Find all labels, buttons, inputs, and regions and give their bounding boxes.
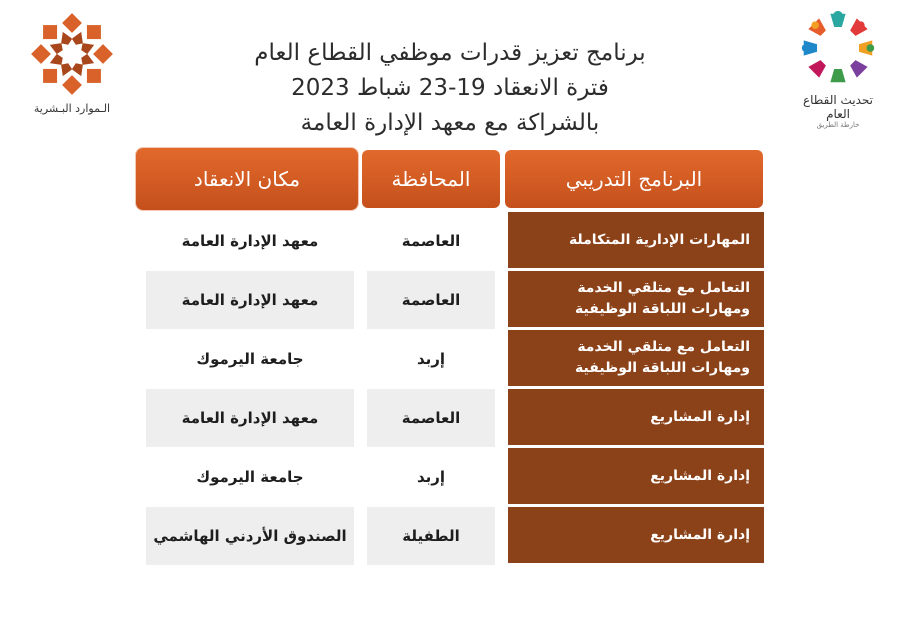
- table-row: [136, 271, 764, 327]
- program-cell: [508, 212, 764, 270]
- place-cell: معهد الإدارة العامة: [146, 389, 354, 447]
- program-line-1: إدارة المشاريع: [650, 408, 750, 425]
- program-cell: [508, 389, 764, 447]
- public-sector-subcaption: خارطة الطريق: [816, 121, 860, 129]
- program-line-1: إدارة المشاريع: [650, 526, 750, 543]
- place-cell: الصندوق الأردني الهاشمي: [146, 507, 354, 565]
- governorate-cell: العاصمة: [367, 271, 495, 329]
- program-cell: [508, 271, 764, 329]
- program-line-1: التعامل مع متلقي الخدمة: [577, 339, 750, 355]
- public-sector-icon: [796, 8, 880, 88]
- title-line-1: برنامج تعزيز قدرات موظفي القطاع العام: [254, 40, 646, 66]
- public-sector-logo: [792, 8, 884, 129]
- program-line-1: المهارات الإدارية المتكاملة: [568, 231, 750, 248]
- governorate-cell: العاصمة: [367, 389, 495, 447]
- table-row: [136, 507, 764, 563]
- hr-logo-caption: الـموارد البـشرية: [33, 102, 111, 115]
- header-governorate: المحافظة: [362, 150, 500, 208]
- table-row: [136, 448, 764, 504]
- governorate-cell: العاصمة: [401, 232, 461, 250]
- place-cell: معهد الإدارة العامة: [181, 232, 319, 250]
- governorate-cell: إربد: [416, 350, 446, 368]
- hr-star-icon: [30, 12, 114, 96]
- program-cell: [508, 507, 764, 565]
- table-row: [136, 389, 764, 445]
- header-place: مكان الانعقاد: [136, 148, 358, 210]
- page-title: [180, 36, 720, 141]
- program-line-2: ومهارات اللباقة الوظيفية: [575, 360, 750, 376]
- governorate-cell: الطفيلة: [367, 507, 495, 565]
- schedule-table: [136, 212, 764, 566]
- place-cell: معهد الإدارة العامة: [146, 271, 354, 329]
- program-line-2: ومهارات اللباقة الوظيفية: [575, 301, 750, 317]
- title-line-3: بالشراكة مع معهد الإدارة العامة: [300, 110, 600, 136]
- program-line-1: التعامل مع متلقي الخدمة: [577, 280, 750, 296]
- table-row: [136, 212, 764, 268]
- program-line-1: إدارة المشاريع: [650, 467, 750, 484]
- governorate-cell: إربد: [416, 468, 446, 486]
- program-cell: [508, 448, 764, 506]
- public-sector-caption: تحديث القطاع العام: [802, 93, 874, 121]
- place-cell: جامعة اليرموك: [196, 468, 304, 486]
- title-line-2: فترة الانعقاد 19-23 شباط 2023: [291, 75, 609, 101]
- table-row: [136, 330, 764, 386]
- program-cell: [508, 330, 764, 388]
- place-cell: جامعة اليرموك: [196, 350, 304, 368]
- hr-logo: [26, 12, 118, 115]
- header-program: البرنامج التدريبي: [505, 150, 763, 208]
